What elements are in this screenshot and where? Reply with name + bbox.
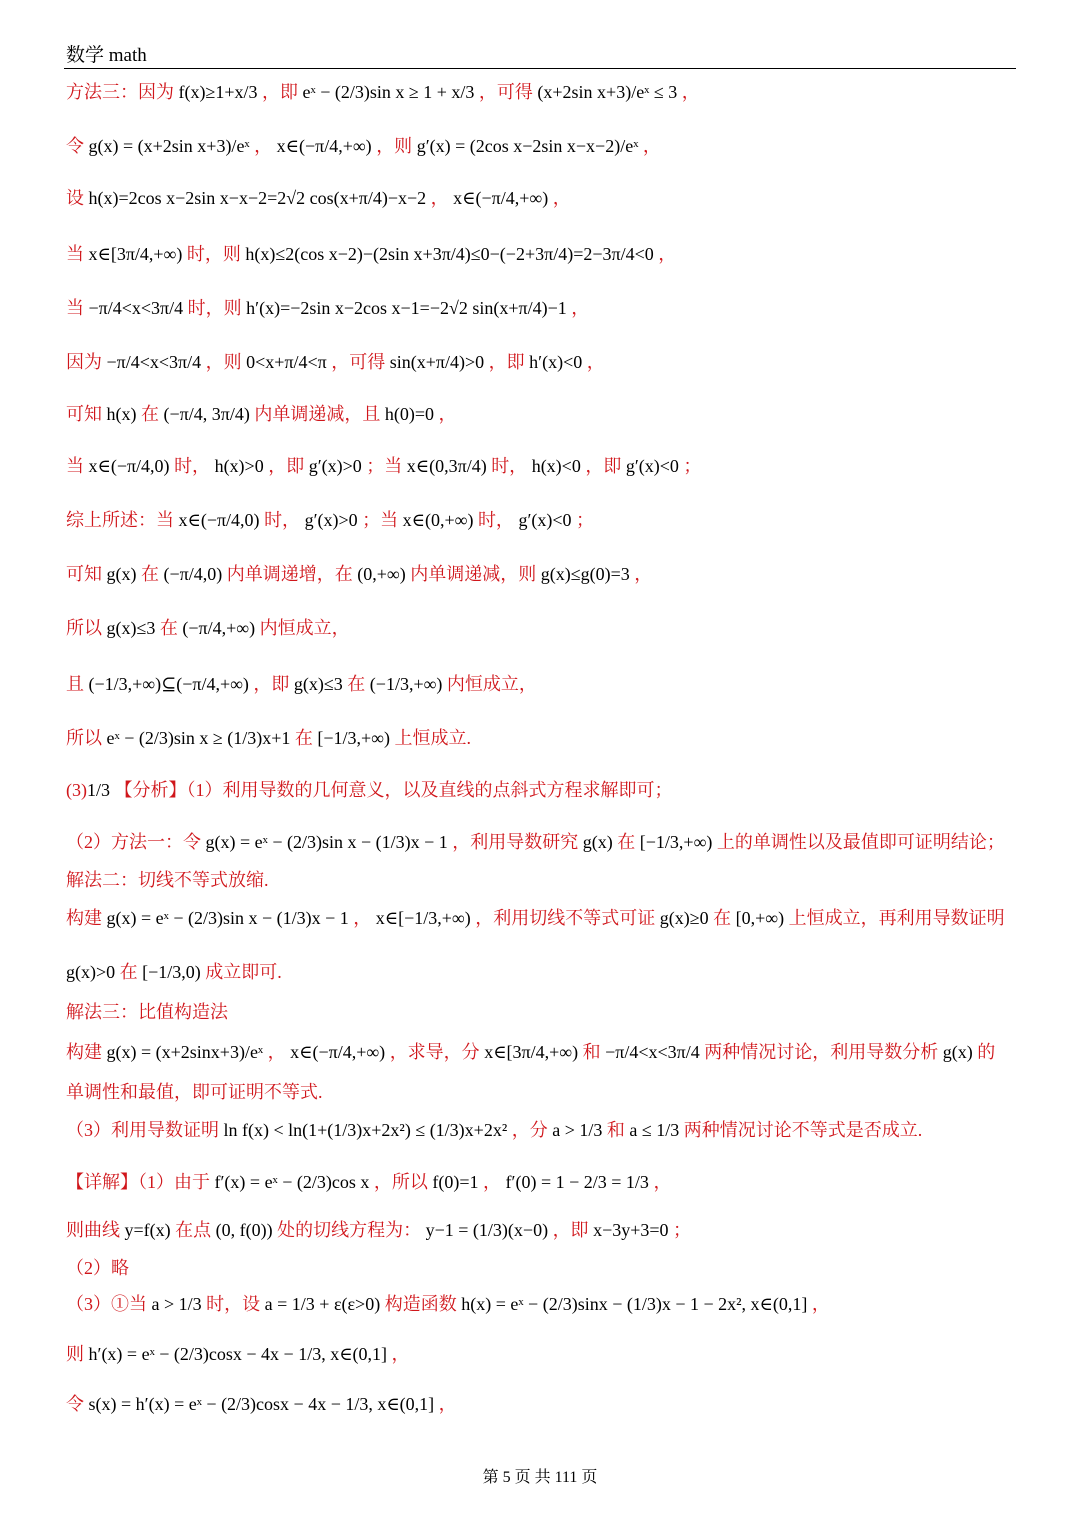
red-text: ，: [483, 1172, 502, 1192]
math-expression: h(x)<0: [527, 456, 586, 476]
red-text: 内单调递减，且: [254, 404, 381, 424]
text-line: [66, 960, 282, 984]
red-text: （3）①当: [66, 1294, 147, 1314]
red-text: ，即: [268, 456, 305, 476]
red-text: ，则: [376, 136, 413, 156]
math-expression: x∈(−π/4,+∞): [285, 1042, 390, 1062]
red-text: ，: [353, 908, 372, 928]
math-expression: f(x)≥1+x/3: [174, 82, 263, 102]
red-text: 方法三：因为: [66, 82, 174, 102]
math-expression: (−1/3,+∞): [365, 674, 447, 694]
red-text: ，: [267, 1042, 286, 1062]
math-expression: h(0)=0: [380, 404, 439, 424]
math-expression: −π/4<x<3π/4: [84, 298, 188, 318]
red-text: 成立即可.: [205, 962, 282, 982]
math-expression: 0<x+π/4<π: [241, 352, 332, 372]
math-expression: g′(x)>0: [300, 510, 363, 530]
red-text: ，: [254, 136, 273, 156]
red-text: ，: [658, 244, 677, 264]
red-text: ，分: [511, 1120, 548, 1140]
math-expression: h′(x)<0: [524, 352, 587, 372]
math-expression: x∈(−π/4,+∞): [272, 136, 377, 156]
math-expression: g(x)≤3: [102, 618, 160, 638]
math-expression: h(x): [102, 404, 141, 424]
red-text: ，: [438, 1394, 457, 1414]
red-text: 当: [66, 298, 84, 318]
math-expression: a > 1/3: [147, 1294, 207, 1314]
math-expression: g(x): [102, 564, 141, 584]
red-text: ；当: [366, 456, 403, 476]
math-expression: g(x)≥0: [655, 908, 714, 928]
red-text: 可知: [66, 564, 102, 584]
red-text: 当: [66, 456, 84, 476]
red-text: ，: [681, 82, 700, 102]
red-text: ，: [438, 404, 457, 424]
math-expression: x−3y+3=0: [588, 1220, 674, 1240]
text-line: [66, 1040, 995, 1064]
red-text: 内恒成立，: [259, 618, 350, 638]
red-text: （3）利用导数证明: [66, 1120, 219, 1140]
math-expression: s(x) = h′(x) = eˣ − (2/3)cosx − 4x − 1/3, x∈(0,1]: [84, 1394, 439, 1414]
red-text: ，可得: [478, 82, 533, 102]
math-expression: [−1/3,0): [137, 962, 206, 982]
math-expression: h(x)>0: [210, 456, 269, 476]
red-text: ，: [586, 352, 605, 372]
math-expression: (−π/4,+∞): [177, 618, 260, 638]
red-text: ，即: [253, 674, 290, 694]
math-expression: h(x)≤2(cos x−2)−(2sin x+3π/4)≤0−(−2+3π/4)=2−3π/4<0: [240, 244, 659, 264]
red-text: ，: [552, 188, 571, 208]
text-line: [66, 454, 701, 478]
red-text: ，所以: [373, 1172, 428, 1192]
red-text: 时，则: [186, 244, 241, 264]
red-text: ，: [430, 188, 449, 208]
red-text: 在: [119, 962, 138, 982]
math-expression: a > 1/3: [547, 1120, 607, 1140]
red-text: 和: [606, 1120, 625, 1140]
math-expression: x∈(0,3π/4): [402, 456, 492, 476]
math-expression: g(x) = eˣ − (2/3)sin x − (1/3)x − 1: [102, 908, 354, 928]
math-expression: (0, f(0)): [211, 1220, 278, 1240]
math-expression: y−1 = (1/3)(x−0): [421, 1220, 553, 1240]
red-text: 时，: [477, 510, 514, 530]
text-line: [66, 1170, 671, 1194]
math-expression: g′(x)<0: [621, 456, 684, 476]
text-line: [66, 830, 1005, 854]
text-line: [66, 186, 571, 210]
math-expression: g(x)>0: [66, 962, 120, 982]
math-expression: x∈(−π/4,0): [84, 456, 175, 476]
red-text: ，: [642, 136, 661, 156]
math-expression: x∈[3π/4,+∞): [84, 244, 187, 264]
red-text: ；: [673, 1220, 692, 1240]
red-text: 当: [66, 244, 84, 264]
red-text: 且: [66, 674, 84, 694]
text-line: [66, 726, 471, 750]
red-text: 时，设: [206, 1294, 261, 1314]
text-line: [66, 868, 269, 892]
red-text: 因为: [66, 352, 102, 372]
red-text: 在: [294, 728, 313, 748]
text-line: [66, 1000, 228, 1024]
math-expression: g(x)≤g(0)=3: [536, 564, 635, 584]
red-text: 构造函数: [384, 1294, 457, 1314]
text-line: [66, 1080, 323, 1104]
red-text: 在点: [175, 1220, 212, 1240]
red-text: ，: [391, 1344, 410, 1364]
math-expression: [−1/3,+∞): [635, 832, 717, 852]
red-text: 令: [66, 1394, 84, 1414]
red-text: ，即: [262, 82, 299, 102]
red-text: 内单调递减，则: [410, 564, 537, 584]
red-text: ，利用切线不等式可证: [475, 908, 656, 928]
math-expression: y=f(x): [120, 1220, 176, 1240]
red-text: 内单调递增，在: [226, 564, 353, 584]
math-expression: a = 1/3 + ε(ε>0): [260, 1294, 385, 1314]
math-expression: g′(x)>0: [304, 456, 367, 476]
red-text: 内恒成立，: [446, 674, 537, 694]
red-text: 时，: [491, 456, 528, 476]
math-expression: h(x)=2cos x−2sin x−x−2=2√2 cos(x+π/4)−x−2: [84, 188, 431, 208]
header-title: 数学 math: [66, 45, 147, 66]
red-text: 在: [141, 404, 159, 424]
red-text: ；: [683, 456, 702, 476]
page-footer: 第 5 页 共 111 页: [482, 1469, 598, 1486]
red-text: 时，则: [187, 298, 242, 318]
red-text: 在: [713, 908, 732, 928]
math-expression: g(x): [578, 832, 618, 852]
red-text: 时，: [264, 510, 301, 530]
math-expression: [−1/3,+∞): [312, 728, 395, 748]
red-text: 和: [582, 1042, 601, 1062]
math-expression: x∈(−π/4,+∞): [448, 188, 553, 208]
math-expression: x∈[−1/3,+∞): [371, 908, 476, 928]
math-expression: f(0)=1: [427, 1172, 484, 1192]
red-text: ，则: [205, 352, 242, 372]
math-expression: x∈(−π/4,0): [174, 510, 265, 530]
red-text: 的: [977, 1042, 996, 1062]
red-text: 两种情况讨论不等式是否成立.: [683, 1120, 923, 1140]
math-expression: f′(x) = eˣ − (2/3)cos x: [210, 1172, 374, 1192]
text-line: [66, 672, 537, 696]
red-text: 在: [141, 564, 159, 584]
text-line: [66, 616, 350, 640]
red-text: 则曲线: [66, 1220, 120, 1240]
math-expression: (−π/4,0): [159, 564, 227, 584]
red-text: 上恒成立.: [394, 728, 471, 748]
math-expression: g(x) = (x+2sinx+3)/eˣ: [102, 1042, 268, 1062]
red-text: ，: [653, 1172, 672, 1192]
text-line: [66, 1342, 410, 1366]
red-text: 上恒成立，再利用导数证明: [788, 908, 1005, 928]
red-text: ，即: [552, 1220, 589, 1240]
red-text: 令: [66, 136, 84, 156]
text-line: [66, 1392, 457, 1416]
math-expression: a ≤ 1/3: [624, 1120, 684, 1140]
red-text: ，即: [585, 456, 622, 476]
math-expression: 1/3: [87, 780, 115, 800]
red-text: 上的单调性以及最值即可证明结论；: [716, 832, 1005, 852]
red-text: 解法二：切线不等式放缩.: [66, 870, 269, 890]
text-line: [66, 562, 652, 586]
red-text: 综上所述：当: [66, 510, 174, 530]
red-text: 处的切线方程为：: [277, 1220, 422, 1240]
math-expression: g(x): [938, 1042, 978, 1062]
math-expression: −π/4<x<3π/4: [600, 1042, 705, 1062]
math-expression: sin(x+π/4)>0: [385, 352, 489, 372]
math-expression: (x+2sin x+3)/eˣ ≤ 3: [532, 82, 682, 102]
red-text: ，利用导数研究: [452, 832, 579, 852]
math-expression: h(x) = eˣ − (2/3)sinx − (1/3)x − 1 − 2x², x∈(0,1]: [456, 1294, 812, 1314]
red-text: 所以: [66, 728, 102, 748]
math-expression: (0,+∞): [352, 564, 411, 584]
math-expression: x∈(0,+∞): [398, 510, 478, 530]
text-line: [66, 906, 1005, 930]
red-text: ，: [811, 1294, 830, 1314]
red-text: （2）方法一：令: [66, 832, 201, 852]
red-text: ，: [634, 564, 653, 584]
math-expression: x∈[3π/4,+∞): [479, 1042, 583, 1062]
text-line: [66, 296, 589, 320]
red-text: 设: [66, 188, 84, 208]
math-expression: g′(x) = (2cos x−2sin x−x−2)/eˣ: [412, 136, 643, 156]
red-text: 解法三：比值构造法: [66, 1002, 228, 1022]
math-expression: −π/4<x<3π/4: [102, 352, 206, 372]
math-expression: eˣ − (2/3)sin x ≥ (1/3)x+1: [102, 728, 295, 748]
red-text: 【详解】（1）由于: [66, 1172, 210, 1192]
red-text: (3): [66, 780, 87, 800]
red-text: 时，: [174, 456, 211, 476]
red-text: 构建: [66, 1042, 102, 1062]
red-text: 所以: [66, 618, 102, 638]
red-text: ，即: [488, 352, 525, 372]
red-text: ，可得: [331, 352, 386, 372]
red-text: 单调性和最值，即可证明不等式.: [66, 1082, 323, 1102]
math-expression: f′(0) = 1 − 2/3 = 1/3: [501, 1172, 654, 1192]
text-line: [66, 80, 700, 104]
math-expression: (−1/3,+∞)⊆(−π/4,+∞): [84, 674, 254, 694]
text-line: [66, 1292, 830, 1316]
red-text: 在: [159, 618, 178, 638]
text-line: [66, 508, 594, 532]
red-text: 可知: [66, 404, 102, 424]
text-line: [66, 402, 456, 426]
red-text: ；当: [362, 510, 399, 530]
red-text: 则: [66, 1344, 84, 1364]
red-text: ；: [576, 510, 595, 530]
math-expression: h′(x)=−2sin x−2cos x−1=−2√2 sin(x+π/4)−1: [241, 298, 572, 318]
red-text: 在: [347, 674, 366, 694]
red-text: 在: [617, 832, 636, 852]
math-expression: [0,+∞): [731, 908, 789, 928]
math-expression: eˣ − (2/3)sin x ≥ 1 + x/3: [298, 82, 479, 102]
red-text: 【分析】（1）利用导数的几何意义，以及直线的点斜式方程求解即可；: [114, 780, 673, 800]
red-text: ，求导，分: [389, 1042, 480, 1062]
text-line: [66, 134, 661, 158]
red-text: 构建: [66, 908, 102, 928]
text-line: [66, 242, 676, 266]
red-text: 两种情况讨论，利用导数分析: [704, 1042, 939, 1062]
math-expression: g′(x)<0: [513, 510, 577, 530]
math-expression: g(x)≤3: [289, 674, 348, 694]
math-expression: g(x) = (x+2sin x+3)/eˣ: [84, 136, 255, 156]
red-text: （2）略: [66, 1258, 129, 1278]
red-text: ，: [571, 298, 590, 318]
text-line: [66, 350, 605, 374]
text-line: [66, 1218, 691, 1242]
math-expression: ln f(x) < ln(1+(1/3)x+2x²) ≤ (1/3)x+2x²: [219, 1120, 512, 1140]
math-expression: (−π/4, 3π/4): [159, 404, 255, 424]
header-rule: [64, 68, 1016, 69]
text-line: [66, 778, 673, 802]
text-line: [66, 1256, 129, 1280]
math-expression: h′(x) = eˣ − (2/3)cosx − 4x − 1/3, x∈(0,1]: [84, 1344, 392, 1364]
math-expression: g(x) = eˣ − (2/3)sin x − (1/3)x − 1: [201, 832, 453, 852]
text-line: [66, 1118, 922, 1142]
